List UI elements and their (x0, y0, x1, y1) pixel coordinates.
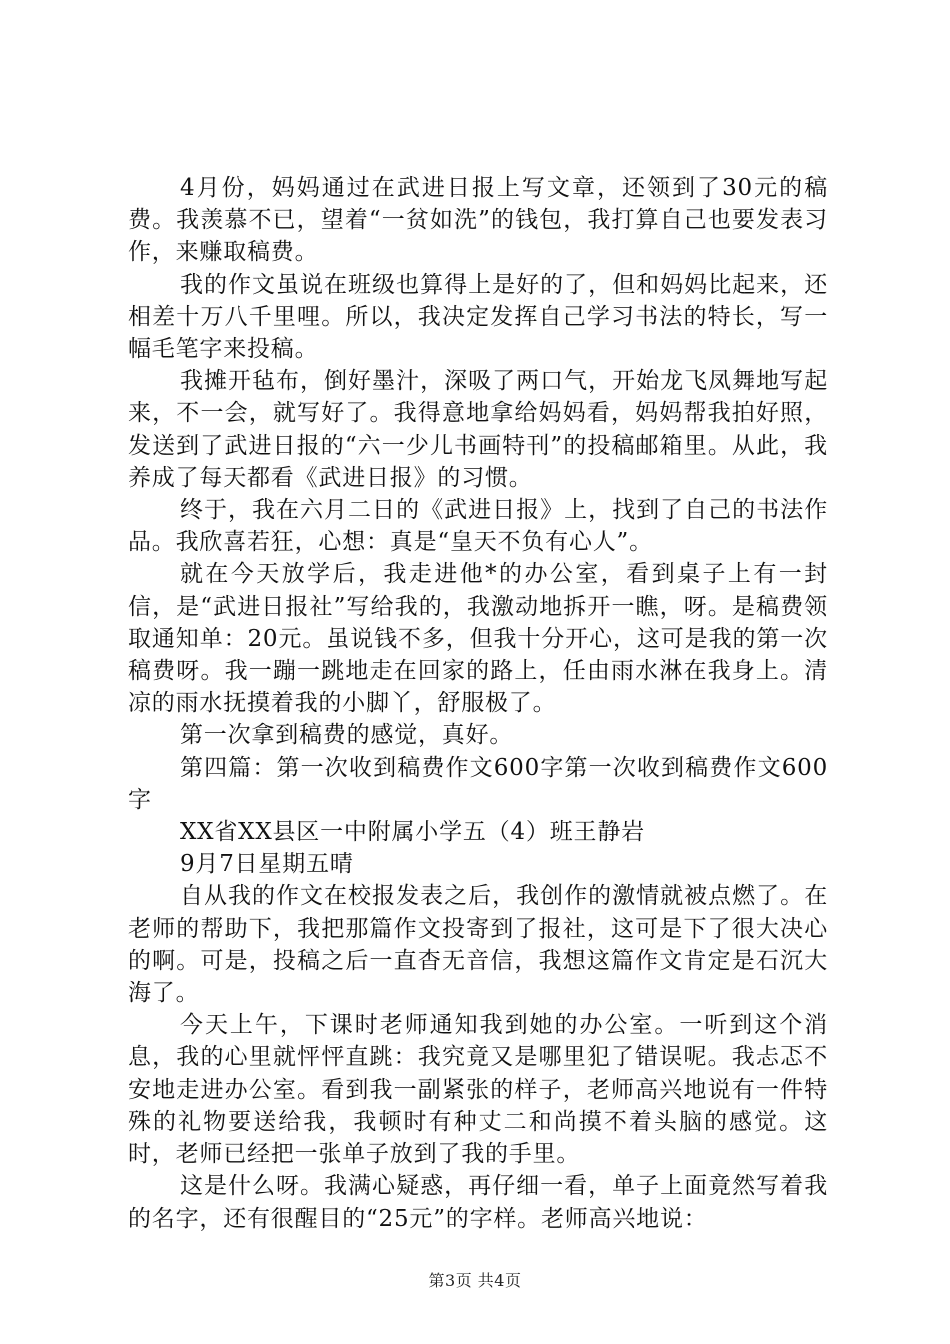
paragraph-9: 这是什么呀。我满心疑惑，再仔细一看，单子上面竟然写着我的名字，还有很醒目的“25元”的字样。老师高兴地说： (128, 1173, 828, 1232)
paragraph-6: 第一次拿到稿费的感觉，真好。 (180, 722, 514, 749)
date-line: 9月7日星期五晴 (180, 851, 354, 878)
paragraph-5: 就在今天放学后，我走进他*的办公室，看到桌子上有一封信，是“武进日报社”写给我的，我激动地拆开一瞧，呀。是稿费领取通知单：20元。虽说钱不多，但我十分开心，这可是我的第一次稿费呀。我一蹦一跳地走在回家的路上，任由雨水淋在我身上。清凉的雨水抚摸着我的小脚丫，舒服极了。 (128, 561, 828, 717)
page-number-footer: 第3页 共4页 (428, 1271, 522, 1290)
section-heading: 第四篇：第一次收到稿费作文600字第一次收到稿费作文600字 (128, 754, 828, 813)
paragraph-7: 自从我的作文在校报发表之后，我创作的激情就被点燃了。在老师的帮助下，我把那篇作文投寄到了报社，这可是下了很大决心的啊。可是，投稿之后一直杳无音信，我想这篇作文肯定是石沉大海了。 (128, 883, 828, 1007)
paragraph-8: 今天上午，下课时老师通知我到她的办公室。一听到这个消息，我的心里就怦怦直跳：我究竟又是哪里犯了错误呢。我忐忑不安地走进办公室。看到我一副紧张的样子，老师高兴地说有一件特殊的礼物要送给我，我顿时有种丈二和尚摸不着头脑的感觉。这时，老师已经把一张单子放到了我的手里。 (128, 1012, 828, 1168)
paragraph-2: 我的作文虽说在班级也算得上是好的了，但和妈妈比起来，还相差十万八千里哩。所以，我决定发挥自己学习书法的特长，写一幅毛笔字来投稿。 (128, 271, 828, 363)
document-body (128, 172, 828, 1235)
author-line: XX省XX县区一中附属小学五（4）班王静岩 (180, 819, 645, 846)
paragraph-1: 4月份，妈妈通过在武进日报上写文章，还领到了30元的稿费。我羡慕不已，望着“一贫如洗”的钱包，我打算自己也要发表习作，来赚取稿费。 (128, 175, 828, 266)
paragraph-4: 终于，我在六月二日的《武进日报》上，找到了自己的书法作品。我欣喜若狂，心想：真是“皇天不负有心人”。 (128, 497, 828, 556)
paragraph-3: 我摊开毡布，倒好墨汁，深吸了两口气，开始龙飞凤舞地写起来，不一会，就写好了。我得意地拿给妈妈看，妈妈帮我拍好照，发送到了武进日报的“六一少儿书画特刊”的投稿邮箱里。从此，我养成了每天都看《武进日报》的习惯。 (128, 368, 828, 491)
